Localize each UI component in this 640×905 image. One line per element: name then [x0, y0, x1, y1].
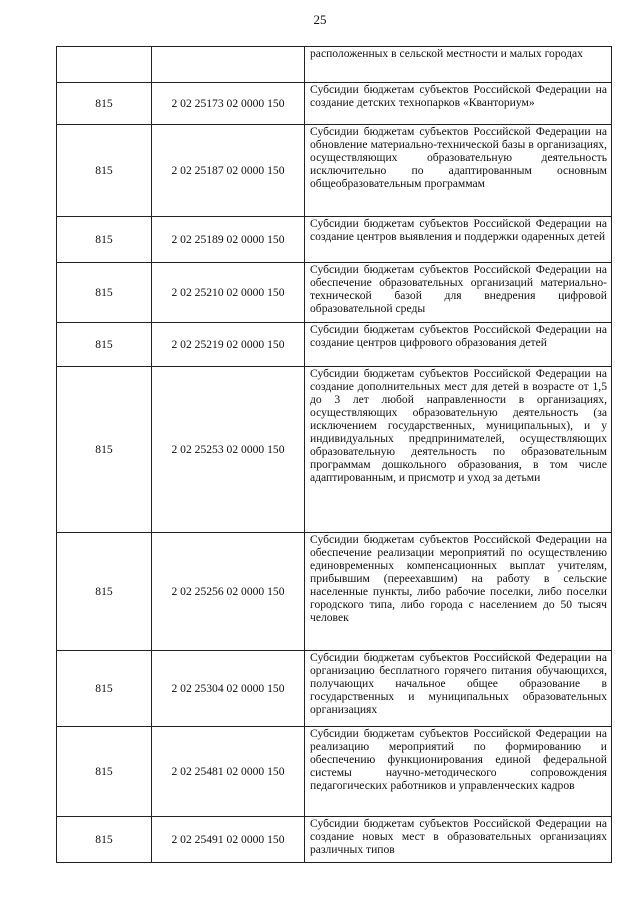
admin-code-cell: 815	[57, 651, 152, 727]
description-cell: Субсидии бюджетам субъектов Российской Федерации на создание центров выявления и поддержки одаренных детей	[305, 217, 612, 263]
admin-code-cell: 815	[57, 817, 152, 863]
budget-code-cell: 2 02 25219 02 0000 150	[152, 323, 305, 367]
table-row	[57, 125, 612, 217]
description-cell: Субсидии бюджетам субъектов Российской Федерации на обновление материально-технической базы в организациях, осуществляющих образовательную деятельность исключительно по адаптированным основным общеобразовательным программам	[305, 125, 612, 217]
description-cell: Субсидии бюджетам субъектов Российской Федерации на обеспечение образовательных организаций материально-технической базой для внедрения цифровой образовательной среды	[305, 263, 612, 323]
description-cell: Субсидии бюджетам субъектов Российской Федерации на организацию бесплатного горячего питания обучающихся, получающих начальное общее образование в государственных и муниципальных образовательных организациях	[305, 651, 612, 727]
admin-code-cell: 815	[57, 533, 152, 651]
table-row	[57, 727, 612, 817]
table-row	[57, 263, 612, 323]
description-cell: расположенных в сельской местности и малых городах	[305, 47, 612, 83]
admin-code-cell	[57, 47, 152, 83]
budget-code-cell: 2 02 25481 02 0000 150	[152, 727, 305, 817]
table-row	[57, 533, 612, 651]
budget-code-cell: 2 02 25253 02 0000 150	[152, 367, 305, 533]
budget-code-cell: 2 02 25256 02 0000 150	[152, 533, 305, 651]
table-row	[57, 817, 612, 863]
admin-code-cell: 815	[57, 217, 152, 263]
table-row	[57, 323, 612, 367]
admin-code-cell: 815	[57, 263, 152, 323]
description-cell: Субсидии бюджетам субъектов Российской Федерации на обеспечение реализации мероприятий по осуществлению единовременных компенсационных выплат учителям, прибывшим (переехавшим) на работу в сельские населенные пункты, либо рабочие поселки, либо поселки городского типа, либо города с населением до 50 тысяч человек	[305, 533, 612, 651]
admin-code-cell: 815	[57, 323, 152, 367]
budget-code-cell: 2 02 25304 02 0000 150	[152, 651, 305, 727]
page-number: 25	[313, 12, 327, 27]
table-row	[57, 47, 612, 83]
admin-code-cell: 815	[57, 125, 152, 217]
budget-code-cell: 2 02 25187 02 0000 150	[152, 125, 305, 217]
admin-code-cell: 815	[57, 367, 152, 533]
description-cell: Субсидии бюджетам субъектов Российской Федерации на создание детских технопарков «Кванториум»	[305, 83, 612, 125]
budget-code-cell: 2 02 25491 02 0000 150	[152, 817, 305, 863]
budget-codes-table	[56, 46, 612, 863]
budget-code-cell	[152, 47, 305, 83]
table-row	[57, 367, 612, 533]
description-cell: Субсидии бюджетам субъектов Российской Федерации на создание центров цифрового образования детей	[305, 323, 612, 367]
admin-code-cell: 815	[57, 83, 152, 125]
budget-code-cell: 2 02 25173 02 0000 150	[152, 83, 305, 125]
description-cell: Субсидии бюджетам субъектов Российской Федерации на создание дополнительных мест для детей в возрасте от 1,5 до 3 лет любой направленности в организациях, осуществляющих образовательную деятельность (за исключением государственных, муниципальных), и у индивидуальных предпринимателей, осуществляющих образовательную деятельность по образовательным программам дошкольного образования, в том числе адаптированным, и присмотр и уход за детьми	[305, 367, 612, 533]
budget-code-cell: 2 02 25189 02 0000 150	[152, 217, 305, 263]
table-row	[57, 651, 612, 727]
description-cell: Субсидии бюджетам субъектов Российской Федерации на реализацию мероприятий по формированию и обеспечению функционирования единой федеральной системы научно-методического сопровождения педагогических работников и управленческих кадров	[305, 727, 612, 817]
description-cell: Субсидии бюджетам субъектов Российской Федерации на создание новых мест в образовательных организациях различных типов	[305, 817, 612, 863]
budget-code-cell: 2 02 25210 02 0000 150	[152, 263, 305, 323]
table-row	[57, 217, 612, 263]
admin-code-cell: 815	[57, 727, 152, 817]
table-row	[57, 83, 612, 125]
